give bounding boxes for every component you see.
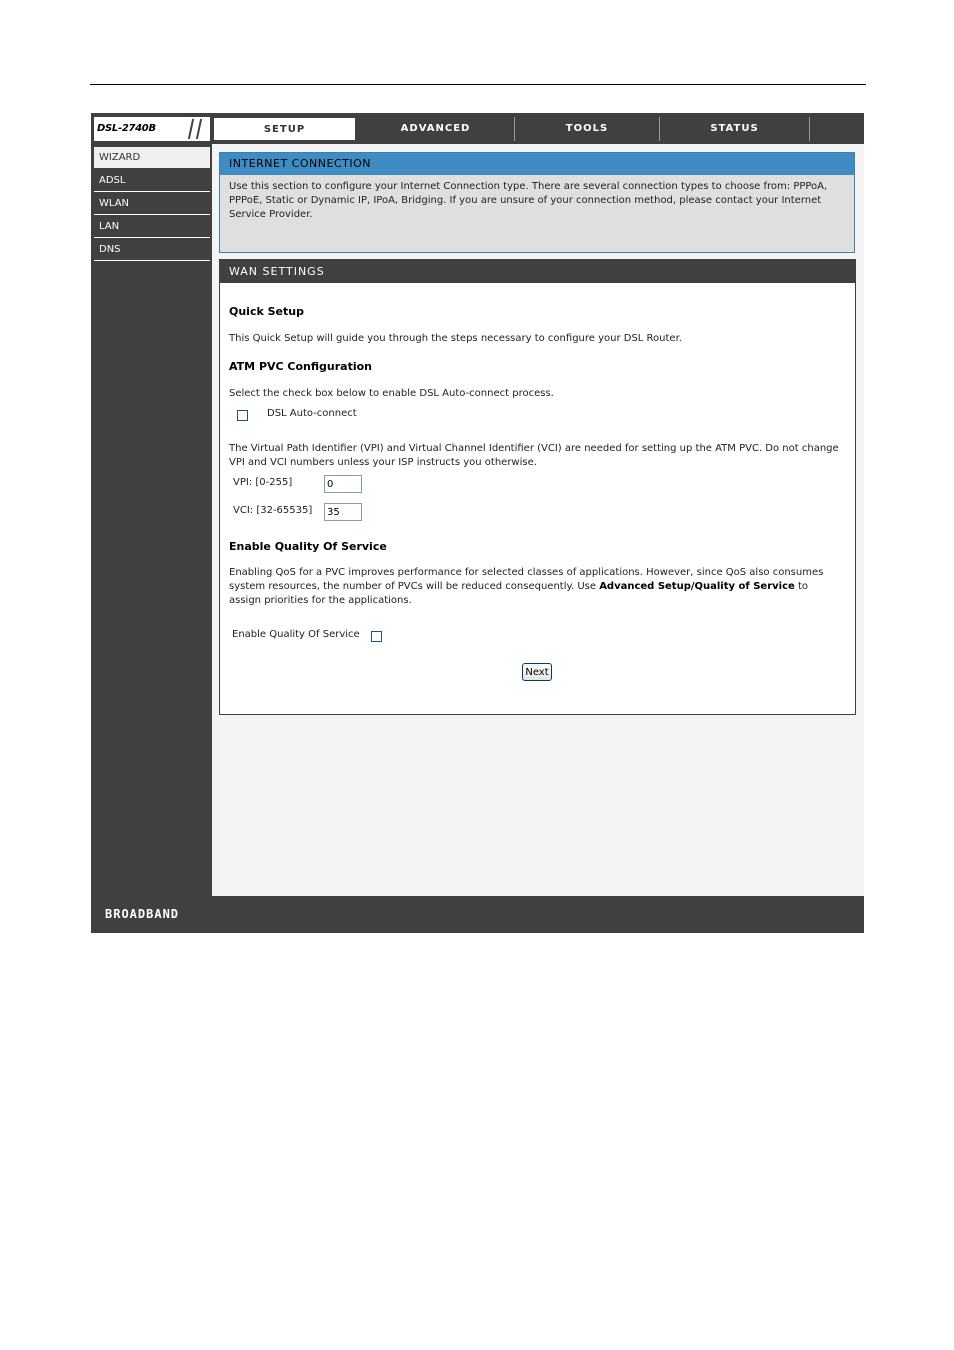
enable-qos-checkbox[interactable] — [371, 631, 382, 642]
sidebar — [91, 144, 212, 896]
dsl-auto-connect-label: DSL Auto-connect — [267, 408, 357, 419]
qos-heading: Enable Quality Of Service — [229, 540, 387, 553]
internet-connection-panel — [219, 152, 855, 253]
tab-status[interactable]: STATUS — [660, 117, 810, 141]
internet-connection-description: Use this section to configure your Internet Connection type. There are several connection types to choose from: PPPoA, PPPoE, Static or Dynamic IP, IPoA, Bridging. If you are unsure of your connection method, please contact your Internet Service Provider. — [229, 181, 828, 220]
logo-slash-icon — [188, 119, 194, 139]
tab-advanced[interactable]: ADVANCED — [357, 117, 515, 141]
sidebar-item-lan[interactable]: LAN — [94, 216, 210, 238]
logo-slash-icon — [196, 119, 202, 139]
qos-advanced-link-text: Advanced Setup/Quality of Service — [599, 581, 795, 592]
quick-setup-text: This Quick Setup will guide you through the steps necessary to configure your DSL Router. — [229, 333, 682, 344]
vpi-input[interactable] — [324, 475, 362, 493]
dsl-auto-connect-checkbox[interactable] — [237, 410, 248, 421]
atm-heading: ATM PVC Configuration — [229, 360, 372, 373]
page-top-rule — [90, 84, 866, 85]
quick-setup-heading: Quick Setup — [229, 305, 304, 318]
internet-connection-title: INTERNET CONNECTION — [220, 153, 854, 175]
vci-input[interactable] — [324, 503, 362, 521]
qos-description — [229, 566, 839, 608]
broadband-brand: BROADBAND — [105, 907, 180, 921]
tab-setup[interactable]: SETUP — [213, 117, 356, 141]
atm-text: Select the check box below to enable DSL Auto-connect process. — [229, 388, 554, 399]
qos-checkbox-label: Enable Quality Of Service — [232, 629, 360, 640]
sidebar-item-wizard[interactable]: WIZARD — [94, 147, 210, 169]
device-model-label: DSL-2740B — [97, 123, 156, 134]
qos-text-part-2: to assign priorities for the applications. — [229, 581, 809, 606]
router-ui-frame — [91, 113, 864, 933]
top-navigation-bar — [91, 114, 864, 144]
sidebar-item-wlan[interactable]: WLAN — [94, 193, 210, 215]
qos-text-part-1: Enabling QoS for a PVC improves performance for selected classes of applications. However, since QoS also consumes system resources, the number of PVCs will be reduced consequently. Use — [229, 567, 824, 592]
next-button[interactable]: Next — [522, 663, 552, 681]
wan-settings-panel — [219, 259, 856, 715]
vci-label: VCI: [32-65535] — [233, 505, 313, 516]
sidebar-item-dns[interactable]: DNS — [94, 239, 210, 261]
tab-tools[interactable]: TOOLS — [515, 117, 660, 141]
vpi-vci-text: The Virtual Path Identifier (VPI) and Virtual Channel Identifier (VCI) are needed for setting up the ATM PVC. Do not change VPI and VCI numbers unless your ISP instructs you otherwise. — [229, 443, 839, 468]
vpi-label: VPI: [0-255] — [233, 477, 293, 488]
wan-settings-title: WAN SETTINGS — [220, 260, 855, 283]
device-logo — [94, 117, 210, 141]
footer-bar — [91, 896, 864, 933]
sidebar-item-adsl[interactable]: ADSL — [94, 170, 210, 192]
